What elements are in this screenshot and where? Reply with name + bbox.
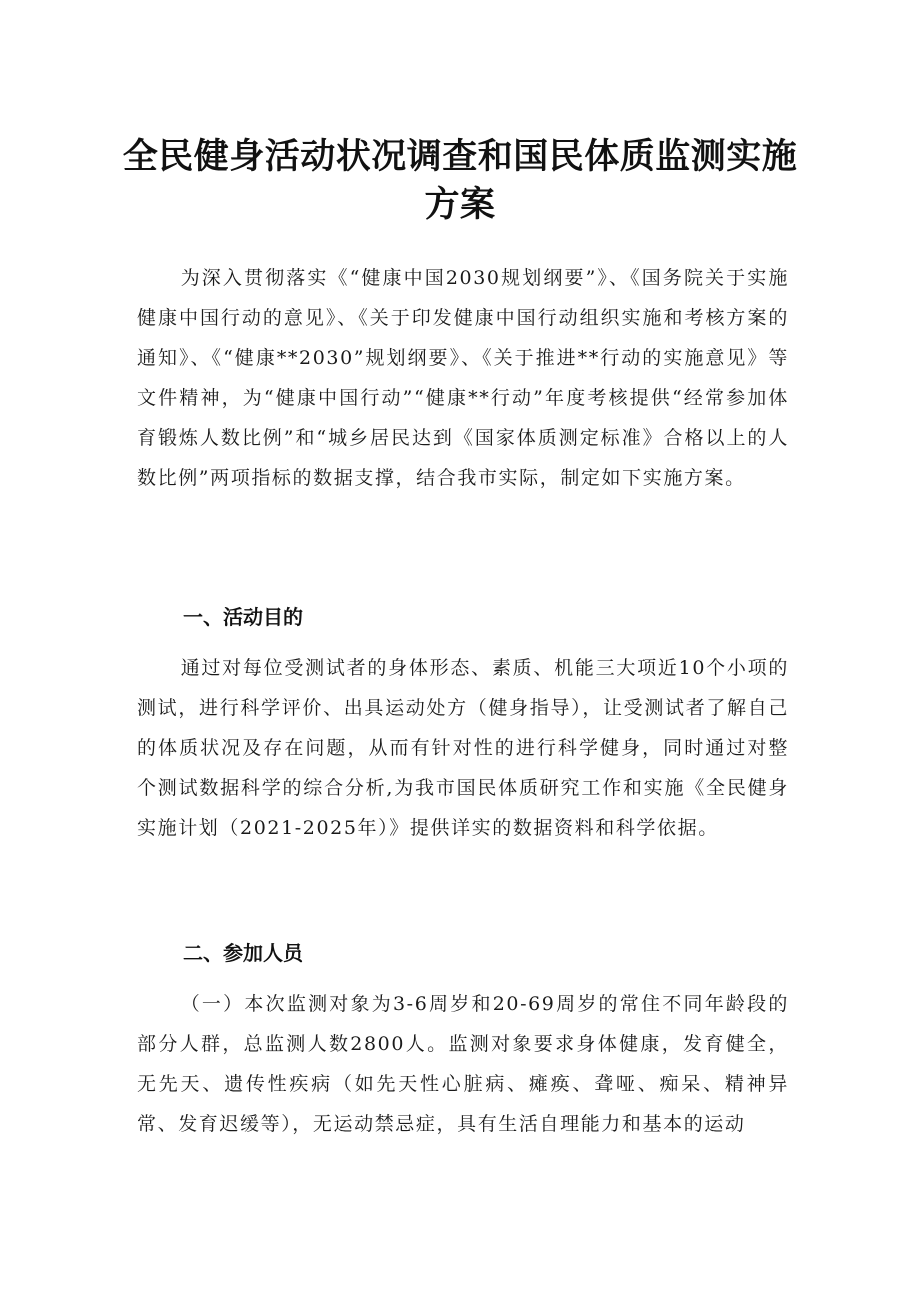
section-heading-purpose: 一、活动目的 [183, 605, 303, 629]
section-paragraph-participants: （一）本次监测对象为3-6周岁和20-69周岁的常住不同年龄段的部分人群，总监测人数2800人。监测对象要求身体健康，发育健全，无先天、遗传性疾病（如先天性心脏病、瘫痪、聋哑、痴呆、精神异常、发育迟缓等），无运动禁忌症，具有生活自理能力和基本的运动 [137, 993, 789, 1135]
section-paragraph-purpose: 通过对每位受测试者的身体形态、素质、机能三大项近10个小项的测试，进行科学评价、出具运动处方（健身指导），让受测试者了解自己的体质状况及存在问题，从而有针对性的进行科学健身，同时通过对整个测试数据科学的综合分析,为我市国民体质研究工作和实施《全民健身实施计划（2021-2025年）》提供详实的数据资料和科学依据。 [137, 657, 789, 839]
document-title-line-1: 全民健身活动状况调查和国民体质监测实施 [122, 137, 798, 177]
document-title-line-2: 方案 [424, 185, 496, 225]
section-heading-participants: 二、参加人员 [183, 941, 303, 965]
intro-paragraph: 为深入贯彻落实《“健康中国2030规划纲要”》、《国务院关于实施健康中国行动的意见》、《关于印发健康中国行动组织实施和考核方案的通知》、《“健康**2030”规划纲要》、《关于推进**行动的实施意见》等文件精神，为“健康中国行动”“健康**行动”年度考核提供“经常参加体育锻炼人数比例”和“城乡居民达到《国家体质测定标准》合格以上的人数比例”两项指标的数据支撑，结合我市实际，制定如下实施方案。 [137, 267, 789, 489]
